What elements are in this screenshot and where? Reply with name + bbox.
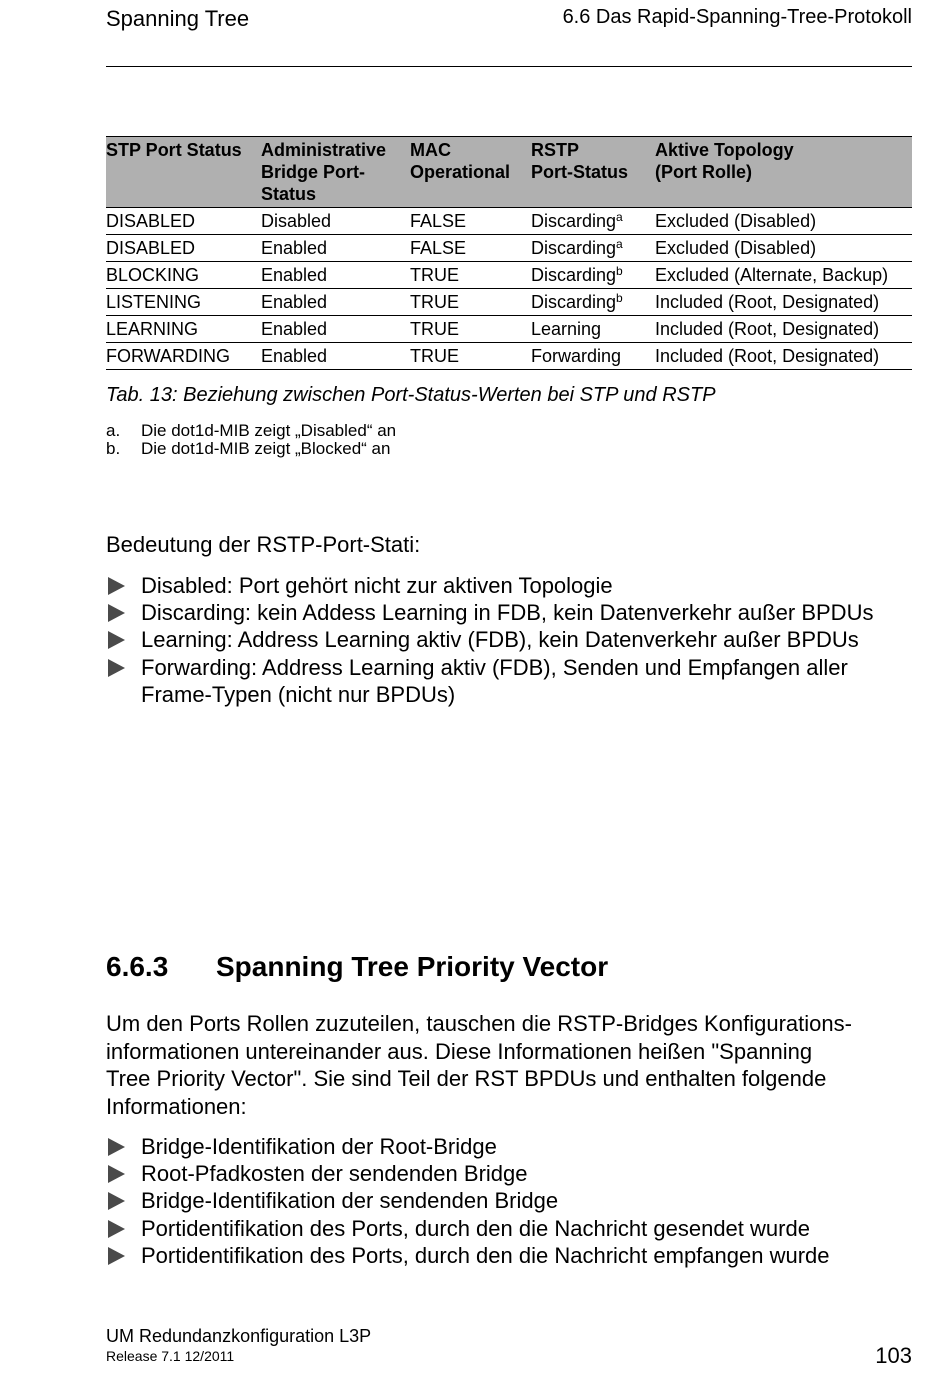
list-item: Portidentifikation des Ports, durch den die Nachricht gesendet wurde <box>106 1215 914 1242</box>
triangle-bullet-icon <box>108 577 125 595</box>
cell-topology: Included (Root, Designated) <box>655 316 912 343</box>
triangle-bullet-icon <box>108 1192 125 1210</box>
cell-stp-status: DISABLED <box>106 208 261 235</box>
cell-rstp-status: Discarding$^a$ <box>531 208 655 235</box>
page-number: 103 <box>875 1343 912 1368</box>
cell-admin-status: Enabled <box>261 343 410 370</box>
header-admin-bridge-port-status: Administrative Bridge Port- Status <box>261 137 410 208</box>
triangle-bullet-icon <box>108 1247 125 1265</box>
table-row <box>106 343 912 370</box>
footnote-marker: a <box>616 237 623 251</box>
list-item: Bridge-Identifikation der Root-Bridge <box>106 1133 914 1160</box>
header-active-topology: Aktive Topology (Port Rolle) <box>655 137 912 208</box>
cell-admin-status: Disabled <box>261 208 410 235</box>
footer-manual-title: UM Redundanzkonfiguration L3P <box>106 1326 372 1346</box>
list-item: Forwarding: Address Learning aktiv (FDB), Senden und Empfangen aller Frame-Typen (nicht nur BPDUs) <box>106 654 914 708</box>
triangle-bullet-icon <box>108 1165 125 1183</box>
cell-stp-status: FORWARDING <box>106 343 261 370</box>
cell-stp-status: BLOCKING <box>106 262 261 289</box>
cell-rstp-status: Learning <box>531 316 655 343</box>
cell-topology: Excluded (Disabled) <box>655 208 912 235</box>
cell-mac-operational: TRUE <box>410 262 531 289</box>
table-row <box>106 262 912 289</box>
section-number: 6.6.3 <box>106 951 169 982</box>
section-paragraph: Um den Ports Rollen zuzuteilen, tauschen die RSTP-Bridges Konfigurations- informationen untereinander aus. Diese Informationen heißen "Spanning Tree Priority Vector". Sie sind Teil der RST BPDUs und enthalten folgende Informationen: <box>106 1011 852 1119</box>
cell-rstp-status: Forwarding <box>531 343 655 370</box>
header-mac-operational: MAC Operational <box>410 137 531 208</box>
footnote-marker: a <box>616 210 623 224</box>
table-header-row <box>106 137 912 208</box>
triangle-bullet-icon <box>108 659 125 677</box>
footer-release: Release 7.1 12/2011 <box>106 1348 235 1364</box>
cell-stp-status: LEARNING <box>106 316 261 343</box>
table-footnotes <box>106 422 396 458</box>
cell-mac-operational: FALSE <box>410 208 531 235</box>
cell-stp-status: DISABLED <box>106 235 261 262</box>
triangle-bullet-icon <box>108 1220 125 1238</box>
port-status-table <box>106 136 912 370</box>
triangle-bullet-icon <box>108 1138 125 1156</box>
cell-admin-status: Enabled <box>261 262 410 289</box>
header-stp-port-status: STP Port Status <box>106 137 261 208</box>
table-row <box>106 316 912 343</box>
cell-rstp-status: Discarding$^b$ <box>531 262 655 289</box>
cell-topology: Excluded (Alternate, Backup) <box>655 262 912 289</box>
list-item: Bridge-Identifikation der sendenden Bridge <box>106 1187 914 1214</box>
footnote-b: b. Die dot1d-MIB zeigt „Blocked“ an <box>106 439 391 458</box>
running-header-chapter: Spanning Tree <box>106 6 250 31</box>
table-row <box>106 208 912 235</box>
table-row <box>106 289 912 316</box>
footnote-a: a. Die dot1d-MIB zeigt „Disabled“ an <box>106 421 397 440</box>
triangle-bullet-icon <box>108 604 125 622</box>
list-item: Root-Pfadkosten der sendenden Bridge <box>106 1160 914 1187</box>
cell-topology: Included (Root, Designated) <box>655 343 912 370</box>
priority-vector-list <box>106 1133 914 1269</box>
footnote-marker: b <box>616 264 623 278</box>
triangle-bullet-icon <box>108 631 125 649</box>
running-header-section: 6.6 Das Rapid-Spanning-Tree-Protokoll <box>562 6 912 28</box>
header-rule <box>106 66 912 67</box>
cell-topology: Excluded (Disabled) <box>655 235 912 262</box>
list-item: Discarding: kein Addess Learning in FDB, kein Datenverkehr außer BPDUs <box>106 599 914 626</box>
cell-stp-status: LISTENING <box>106 289 261 316</box>
cell-mac-operational: TRUE <box>410 289 531 316</box>
rstp-states-intro: Bedeutung der RSTP-Port-Stati: <box>106 532 421 557</box>
cell-admin-status: Enabled <box>261 235 410 262</box>
table-row <box>106 235 912 262</box>
list-item: Portidentifikation des Ports, durch den die Nachricht empfangen wurde <box>106 1242 914 1269</box>
header-rstp-port-status: RSTP Port-Status <box>531 137 655 208</box>
cell-mac-operational: TRUE <box>410 343 531 370</box>
table-caption: Tab. 13: Beziehung zwischen Port-Status-Werten bei STP und RSTP <box>106 384 716 406</box>
rstp-states-list <box>106 572 914 708</box>
list-item: Learning: Address Learning aktiv (FDB), kein Datenverkehr außer BPDUs <box>106 626 914 653</box>
footnote-marker: b <box>616 291 623 305</box>
cell-admin-status: Enabled <box>261 289 410 316</box>
cell-mac-operational: FALSE <box>410 235 531 262</box>
list-item: Disabled: Port gehört nicht zur aktiven Topologie <box>106 572 914 599</box>
cell-mac-operational: TRUE <box>410 316 531 343</box>
section-heading <box>106 951 608 983</box>
cell-rstp-status: Discarding$^a$ <box>531 235 655 262</box>
section-title: Spanning Tree Priority Vector <box>216 951 609 982</box>
cell-rstp-status: Discarding$^b$ <box>531 289 655 316</box>
cell-topology: Included (Root, Designated) <box>655 289 912 316</box>
cell-admin-status: Enabled <box>261 316 410 343</box>
